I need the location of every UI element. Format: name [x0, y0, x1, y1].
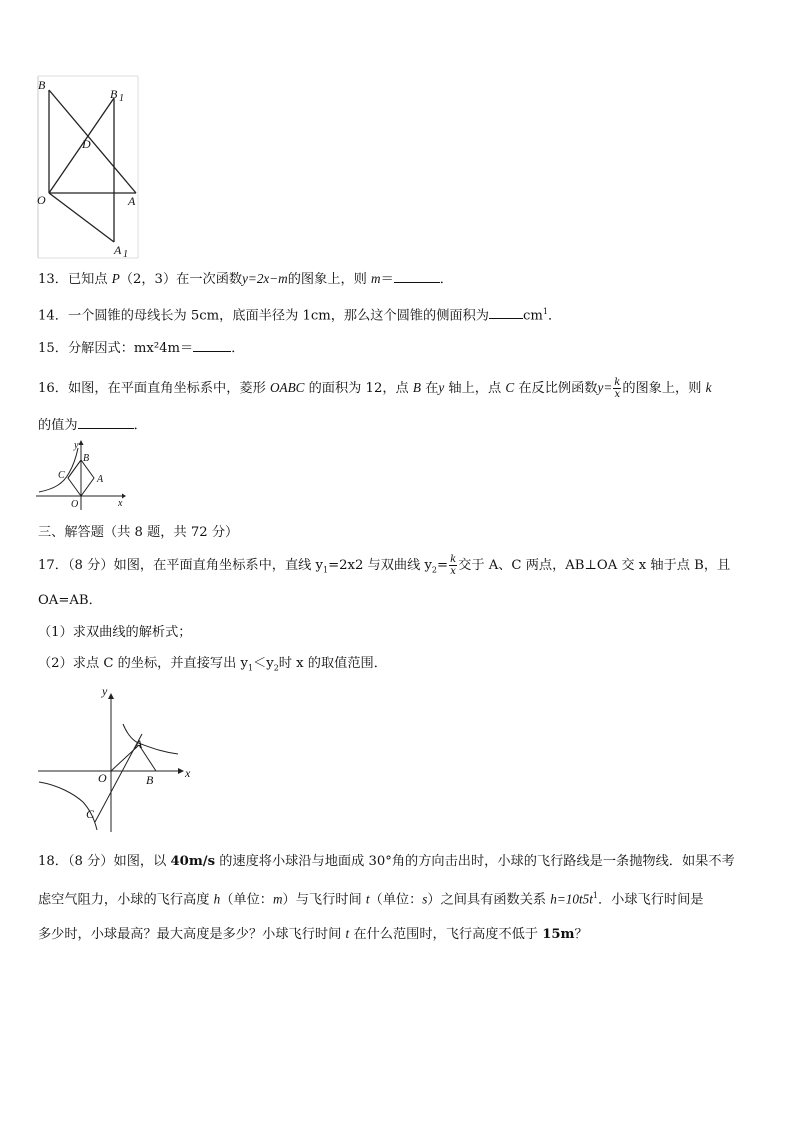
q14-unit-sup: 1: [542, 307, 548, 316]
label-C: C: [58, 470, 65, 481]
q17-text-a: 17．（8 分）如图，在平面直角坐标系中，直线 y: [38, 558, 323, 573]
q18-unit-s: s: [422, 891, 428, 907]
question-18-line-1: [38, 853, 735, 871]
q15-end: ．: [231, 341, 245, 356]
figure-q12-svg: [30, 74, 142, 260]
q16-y-equals: y=: [597, 380, 613, 395]
q16-frac-numerator: k: [614, 377, 621, 388]
q18-line2-c: ）与飞行时间: [282, 892, 366, 908]
q17-equals: =: [437, 558, 449, 573]
question-17-part-2: [38, 655, 387, 678]
q18-function-sup: 1: [592, 891, 598, 900]
x-axis-arrow: [178, 768, 184, 774]
q13-point-name: P: [111, 271, 120, 286]
question-17-part-1: [38, 624, 191, 642]
q18-line3-b: 在什么范围时，飞行高度不低于: [349, 927, 543, 942]
q17-part-1-text: （1）求双曲线的解析式；: [38, 625, 192, 640]
q17-frac-denominator: x: [450, 566, 456, 577]
q14-answer-blank[interactable]: [489, 306, 523, 319]
section-3-title: 三、解答题（共 8 题，共 72 分）: [38, 525, 239, 540]
label-x: x: [118, 498, 123, 509]
question-15: [38, 339, 244, 358]
q16-point-C: C: [505, 380, 515, 395]
q18-speed: 40m/s: [170, 854, 216, 869]
q16-point-B: B: [412, 380, 421, 395]
q18-var-t-2: t: [345, 926, 350, 941]
q13-variable-m: m: [371, 271, 381, 286]
q17-line-2-text: OA=AB．: [38, 593, 102, 608]
q13-answer-blank[interactable]: [394, 270, 440, 283]
segment-OA1: [49, 193, 114, 242]
q17-part-2-sub-1: 1: [247, 663, 254, 673]
q16-line2-text: 的值为: [38, 418, 78, 433]
figure-q17: [36, 684, 196, 834]
figure-q16-svg: [36, 440, 128, 512]
q17-fraction: [449, 554, 457, 577]
q16-text-d: 轴上，点: [444, 381, 506, 396]
label-O: O: [71, 499, 79, 510]
q18-line2-f: ．小球飞行时间是: [598, 892, 704, 908]
q17-text-b: =2x2 与双曲线 y: [328, 558, 432, 573]
question-18-line-2: [38, 887, 704, 909]
q16-text-c: 在: [420, 381, 439, 396]
q14-unit: cm: [522, 308, 543, 324]
figure-q16: [36, 440, 128, 512]
hyperbola-branch-3: [39, 782, 97, 830]
q14-text: 14．一个圆锥的母线长为 5cm，底面半径为 1cm，那么这个圆锥的侧面积为: [38, 308, 489, 324]
label-A: A: [128, 194, 136, 208]
q14-end: ．: [547, 308, 562, 324]
section-3-heading: [38, 524, 238, 542]
question-17-line-2: [38, 592, 102, 610]
q18-text-a: 18．（8 分）如图，以: [38, 854, 171, 869]
q16-text-a: 16．如图，在平面直角坐标系中，菱形: [38, 381, 270, 396]
label-O: O: [98, 771, 107, 785]
y-axis-arrow: [108, 693, 114, 699]
q18-function: h=10t5t: [550, 891, 593, 907]
label-A1: A: [114, 243, 122, 257]
question-13: [38, 270, 453, 289]
q16-text-b: 的面积为 12，点: [304, 381, 413, 396]
label-C: C: [86, 807, 95, 821]
q18-line2-e: ）之间具有函数关系: [427, 892, 551, 908]
q16-end: ．: [133, 418, 147, 433]
label-B1-sub: 1: [119, 93, 124, 104]
q17-frac-numerator: k: [450, 554, 457, 565]
q17-sub-2: 2: [431, 565, 438, 575]
q16-rhombus-name: OABC: [269, 380, 305, 395]
q18-var-h: h: [213, 891, 221, 907]
q18-end: ？: [574, 927, 588, 942]
q13-coords: （2，3）在一次函数: [119, 272, 243, 287]
q13-middle: 的图象上，则: [287, 272, 372, 287]
question-16-line-1: [38, 375, 712, 402]
q13-prefix: 13．已知点: [38, 272, 112, 287]
q17-text-c: 交于 A、C 两点，AB⊥OA 交 x 轴于点 B，且: [458, 558, 731, 573]
q13-equation: y=2x−m: [242, 271, 288, 286]
q16-frac-denominator: x: [614, 389, 621, 400]
q16-text-f: 的图象上，则: [622, 381, 706, 396]
q15-answer-blank[interactable]: [193, 339, 231, 352]
q17-part-2-text-a: （2）求点 C 的坐标，并直接写出 y: [38, 656, 248, 671]
question-14: [38, 303, 561, 325]
label-B1: B: [110, 87, 118, 101]
q16-answer-blank[interactable]: [78, 416, 134, 429]
q13-end: ．: [439, 272, 453, 287]
label-O: O: [37, 193, 46, 207]
q18-line3-a: 多少时，小球最高？最大高度是多少？小球飞行时间: [38, 927, 346, 942]
label-B: B: [83, 453, 90, 464]
q16-fraction: [613, 377, 621, 400]
q18-value: 15m: [542, 927, 575, 942]
question-16-line-2: [38, 416, 147, 435]
label-A1-sub: 1: [123, 249, 128, 260]
question-18-line-3: [38, 925, 588, 944]
label-A: A: [97, 474, 104, 485]
q17-sub-1: 1: [322, 565, 329, 575]
label-A: A: [135, 737, 143, 751]
figure-q17-svg: [36, 684, 196, 834]
q16-axis-y: y: [438, 380, 445, 395]
label-D: D: [82, 137, 91, 151]
q18-var-t: t: [365, 891, 370, 907]
label-x: x: [185, 766, 191, 780]
rhombus-side-BC: [68, 460, 81, 478]
label-y: y: [74, 440, 79, 451]
q18-line2-b: （单位：: [220, 892, 273, 908]
question-17-line-1: [38, 551, 730, 586]
q15-text: 15．分解因式：mx²4m＝: [38, 341, 194, 356]
q16-text-e: 在反比例函数: [514, 381, 598, 396]
segment-AB: [49, 90, 136, 193]
q17-part-2-text-c: 时 x 的取值范围．: [278, 656, 387, 671]
q18-line2-d: （单位：: [369, 892, 423, 908]
q16-variable-k: k: [705, 380, 712, 395]
hyperbola-branch-1: [123, 724, 178, 754]
q18-line2-a: 虑空气阻力，小球的飞行高度: [38, 892, 214, 908]
label-y: y: [102, 684, 108, 698]
q18-unit-m: m: [272, 891, 283, 907]
q17-part-2-sub-2: 2: [273, 663, 279, 673]
q17-part-2-text-b: ＜y: [253, 656, 274, 671]
q13-equals: ＝: [380, 272, 394, 287]
figure-q12: [30, 74, 142, 260]
q18-text-b: 的速度将小球沿与地面成 30°角的方向击出时，小球的飞行路线是一条抛物线．如果不考: [215, 854, 735, 869]
label-B: B: [38, 78, 46, 92]
y-axis-arrow: [79, 440, 84, 445]
x-axis-arrow: [122, 494, 126, 499]
label-B: B: [146, 773, 154, 787]
